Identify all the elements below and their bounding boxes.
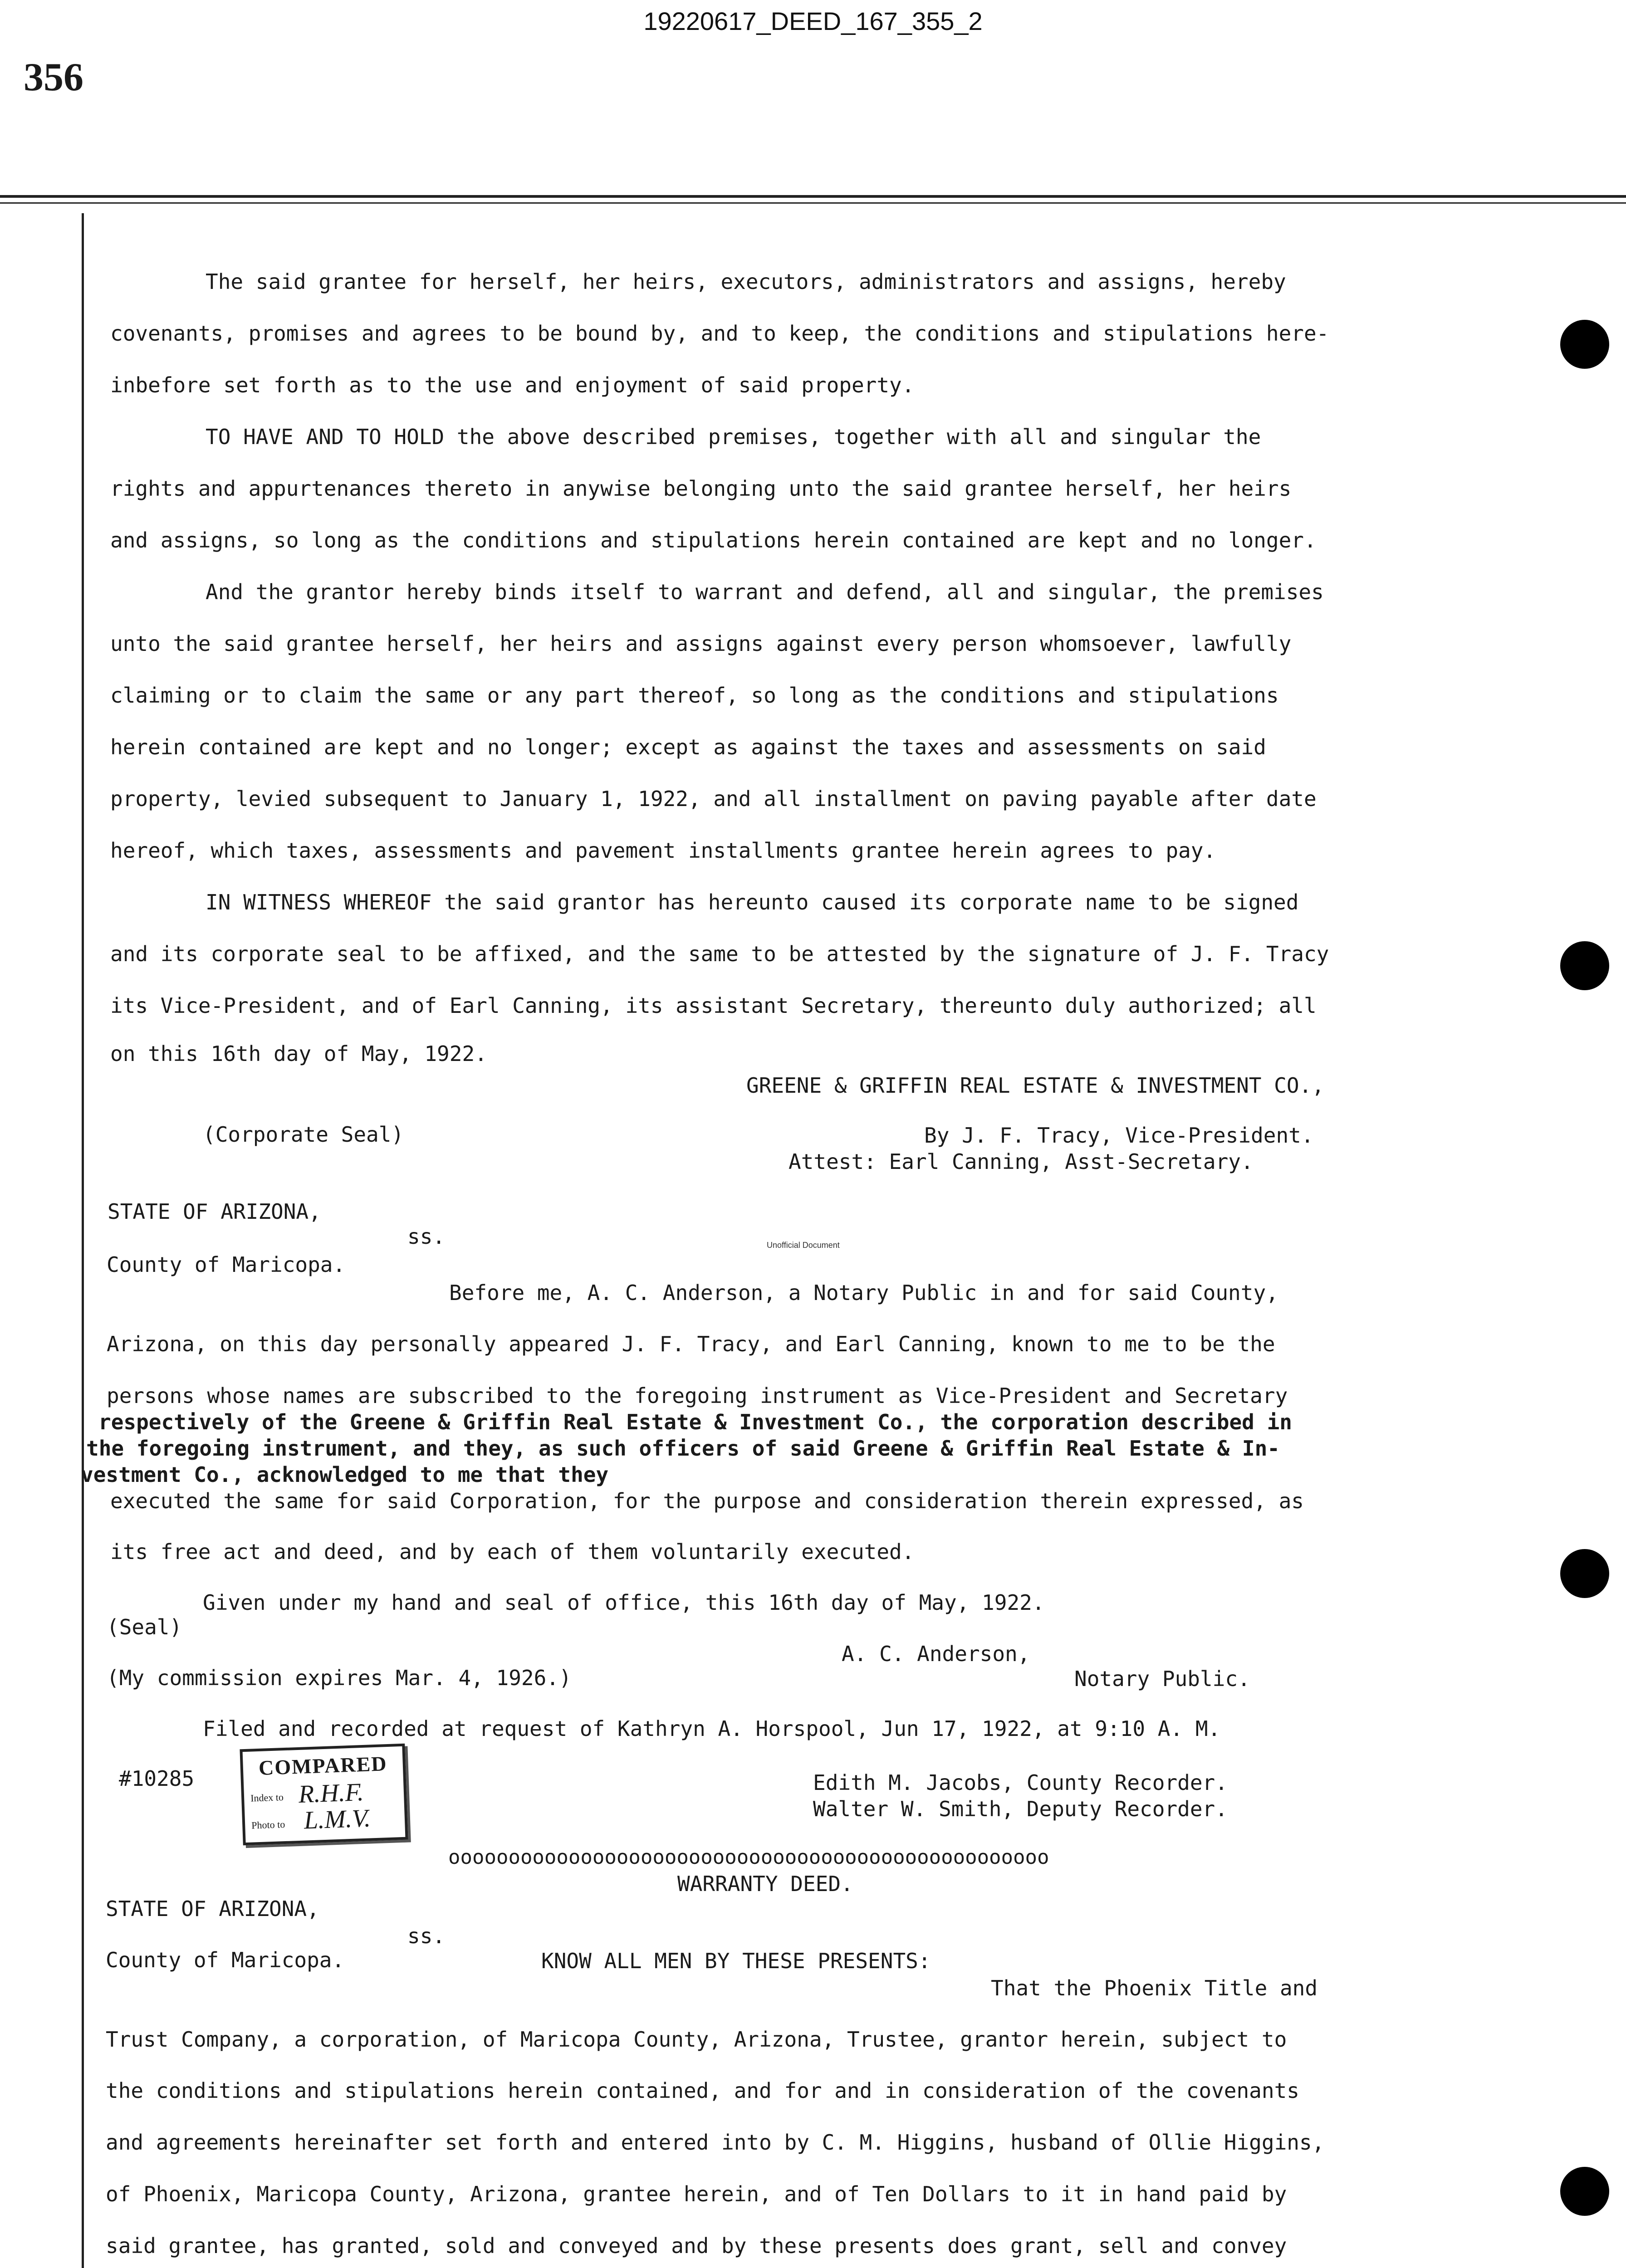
instrument-number: #10285 (119, 1766, 195, 1791)
body-line: inbefore set forth as to the use and enjoyment of said property. (110, 373, 915, 397)
body-line: And the grantor hereby binds itself to warrant and defend, all and singular, the premises (206, 580, 1324, 604)
margin-rule (82, 213, 84, 2268)
recorder-line: Edith M. Jacobs, County Recorder. (813, 1770, 1228, 1795)
body-line: property, levied subsequent to January 1, 1922, and all installment on paving payable after date (110, 787, 1317, 811)
punch-hole-icon (1560, 941, 1609, 990)
stamp-initials: L.M.V. (303, 1804, 371, 1835)
body-line: claiming or to claim the same or any part thereof, so long as the conditions and stipulations (110, 683, 1279, 708)
stamp-label: Index to (250, 1791, 284, 1804)
body-line: Before me, A. C. Anderson, a Notary Public in and for said County, (449, 1281, 1278, 1305)
punch-hole-icon (1560, 2167, 1609, 2216)
signature-attest: Attest: Earl Canning, Asst-Secretary. (789, 1149, 1254, 1174)
body-line: Arizona, on this day personally appeared J. F. Tracy, and Earl Canning, known to me to be the (107, 1332, 1275, 1356)
body-line: its free act and deed, and by each of them voluntarily executed. (110, 1540, 915, 1564)
filed-line: Filed and recorded at request of Kathryn A. Horspool, Jun 17, 1922, at 9:10 A. M. (203, 1716, 1221, 1741)
body-line: and agreements hereinafter set forth and entered into by C. M. Higgins, husband of Ollie Higgins, (106, 2130, 1325, 2155)
deed-title: WARRANTY DEED. (677, 1872, 853, 1896)
body-line: the conditions and stipulations herein contained, and for and in consideration of the covenants (106, 2078, 1299, 2103)
body-line: That the Phoenix Title and (991, 1976, 1318, 2000)
body-line: hereof, which taxes, assessments and pavement installments grantee herein agrees to pay. (110, 838, 1216, 863)
body-line: TO HAVE AND TO HOLD the above described premises, together with all and singular the (206, 425, 1261, 449)
body-line: on this 16th day of May, 1922. (110, 1041, 487, 1066)
body-line-correction: vestment Co., acknowledged to me that they (81, 1462, 609, 1487)
header-rule-top (0, 195, 1626, 198)
corporate-seal-label: (Corporate Seal) (203, 1122, 404, 1147)
compared-stamp (240, 1744, 408, 1846)
punch-hole-icon (1560, 1549, 1609, 1598)
notary-name: A. C. Anderson, (842, 1642, 1030, 1666)
body-line: executed the same for said Corporation, for the purpose and consideration therein expressed, as (110, 1489, 1304, 1513)
watermark: Unofficial Document (767, 1241, 840, 1250)
body-line-correction: respectively of the Greene & Griffin Real Estate & Investment Co., the corporation described in (98, 1410, 1292, 1434)
stamp-label: Photo to (251, 1818, 285, 1831)
body-line: rights and appurtenances thereto in anywise belonging unto the said grantee herself, her heirs (110, 476, 1292, 501)
body-line: persons whose names are subscribed to the foregoing instrument as Vice-President and Secretary (107, 1383, 1288, 1408)
venue-county: County of Maricopa. (106, 1948, 345, 1972)
document-file-name: 19220617_DEED_167_355_2 (643, 7, 983, 35)
venue-state: STATE OF ARIZONA, (106, 1897, 319, 1921)
know-all-men: KNOW ALL MEN BY THESE PRESENTS: (541, 1949, 931, 1973)
stamp-initials: R.H.F. (298, 1778, 364, 1809)
body-line: herein contained are kept and no longer; except as against the taxes and assessments on said (110, 735, 1266, 759)
separator-line: oooooooooooooooooooooooooooooooooooooooooooooooooo (448, 1846, 1049, 1869)
notary-title: Notary Public. (1074, 1667, 1250, 1691)
body-line: said grantee, has granted, sold and conveyed and by these presents does grant, sell and convey (106, 2234, 1287, 2258)
venue-county: County of Maricopa. (107, 1252, 346, 1277)
venue-state: STATE OF ARIZONA, (108, 1199, 321, 1224)
stamp-title: COMPARED (258, 1752, 388, 1779)
body-line: Given under my hand and seal of office, this 16th day of May, 1922. (203, 1590, 1045, 1615)
body-line: The said grantee for herself, her heirs, executors, administrators and assigns, hereby (206, 269, 1286, 294)
body-line: Trust Company, a corporation, of Maricopa County, Arizona, Trustee, grantor herein, subject to (106, 2027, 1287, 2052)
venue-ss: ss. (407, 1924, 446, 1948)
body-line: unto the said grantee herself, her heirs and assigns against every person whomsoever, lawfully (110, 631, 1292, 656)
page-number: 356 (24, 55, 83, 99)
signature-by: By J. F. Tracy, Vice-President. (924, 1123, 1314, 1148)
venue-ss: ss. (407, 1224, 446, 1249)
body-line: IN WITNESS WHEREOF the said grantor has hereunto caused its corporate name to be signed (206, 890, 1299, 914)
punch-hole-icon (1560, 320, 1609, 369)
body-line: its Vice-President, and of Earl Canning, its assistant Secretary, thereunto duly authorized; all (110, 993, 1317, 1018)
notary-seal-label: (Seal) (107, 1615, 182, 1639)
body-line-correction: the foregoing instrument, and they, as such officers of said Greene & Griffin Real Estate & In- (86, 1436, 1280, 1461)
body-line: and its corporate seal to be affixed, and the same to be attested by the signature of J. F. Tracy (110, 942, 1329, 966)
commission-expiry: (My commission expires Mar. 4, 1926.) (107, 1666, 572, 1690)
body-line: of Phoenix, Maricopa County, Arizona, grantee herein, and of Ten Dollars to it in hand paid by (106, 2182, 1287, 2206)
company-name: GREENE & GRIFFIN REAL ESTATE & INVESTMENT CO., (746, 1073, 1324, 1098)
header-rule-bottom (0, 202, 1626, 204)
body-line: covenants, promises and agrees to be bound by, and to keep, the conditions and stipulations here- (110, 321, 1329, 346)
body-line: and assigns, so long as the conditions and stipulations herein contained are kept and no longer. (110, 528, 1317, 552)
deputy-line: Walter W. Smith, Deputy Recorder. (813, 1797, 1228, 1821)
